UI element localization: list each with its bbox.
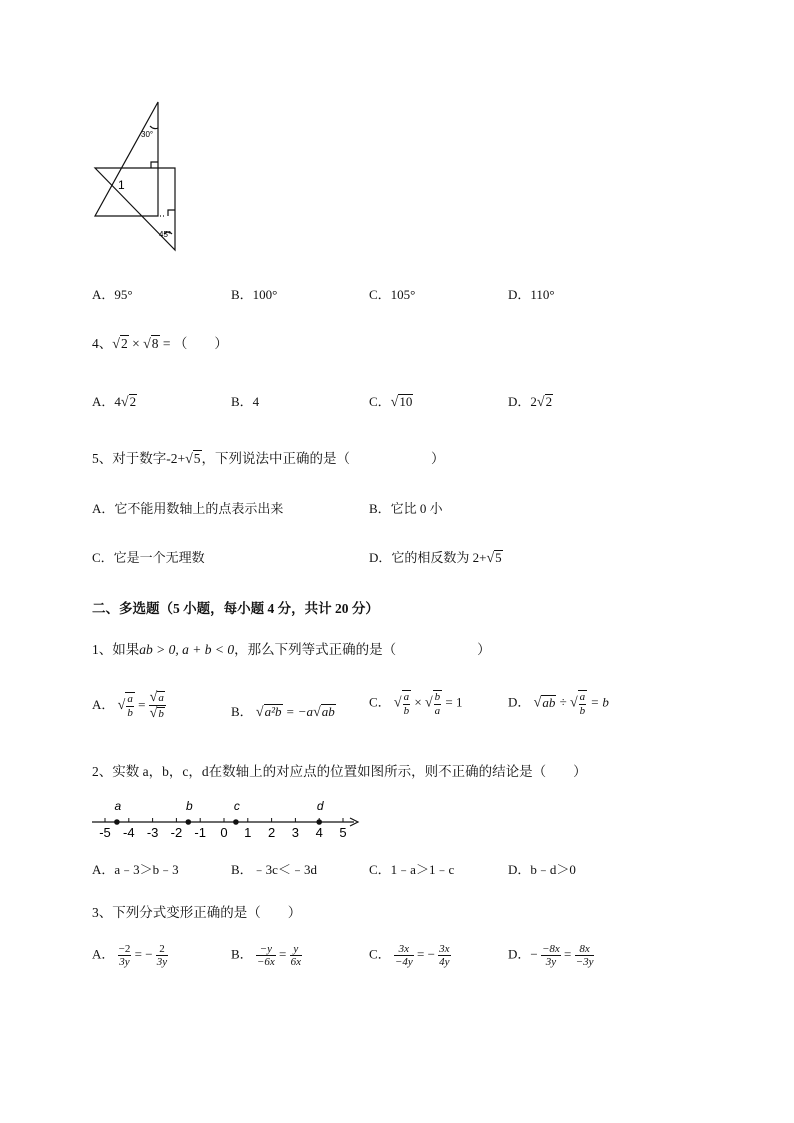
q4-option-a[interactable] bbox=[92, 391, 137, 411]
m3-a-frac2 bbox=[156, 943, 168, 968]
m2-stem: 2、实数 a，b，c，d在数轴上的对应点的位置如图所示，则不正确的结论是（ ） bbox=[92, 764, 587, 779]
tick-label--2: -2 bbox=[170, 825, 183, 840]
triangle-30 bbox=[95, 102, 158, 216]
section-title-multiple-choice: 二、多选题（5 小题，每小题 4 分，共计 20 分） bbox=[92, 601, 379, 616]
sqrt-icon: √ bbox=[112, 337, 120, 352]
q3-option-b[interactable]: B．100° bbox=[231, 287, 278, 302]
tick-label-0: 0 bbox=[220, 825, 228, 840]
q3-option-a[interactable]: A．95° bbox=[92, 287, 133, 302]
num: 3x bbox=[398, 943, 410, 955]
sqrt-icon: √ bbox=[313, 705, 321, 720]
q4-radicand-2: 8 bbox=[151, 336, 159, 351]
den: b bbox=[579, 704, 586, 717]
m1-option-a[interactable] bbox=[92, 690, 166, 722]
sqrt-icon: √ bbox=[143, 337, 151, 352]
num: b bbox=[434, 691, 441, 703]
m1-d-frac bbox=[578, 690, 588, 717]
num: 3x bbox=[439, 943, 450, 955]
num: a bbox=[403, 691, 410, 703]
q4-option-c[interactable] bbox=[369, 391, 413, 411]
number-line bbox=[88, 792, 368, 842]
q5-option-b[interactable]: B．它比 0 小 bbox=[369, 501, 443, 516]
tick-label--1: -1 bbox=[194, 825, 206, 840]
label-1: 1 bbox=[118, 178, 125, 192]
q4-option-a-radicand: 2 bbox=[129, 394, 137, 409]
m1-b-radicand: a²b bbox=[264, 704, 282, 719]
q5-stem bbox=[92, 447, 445, 468]
m3-option-c[interactable] bbox=[369, 943, 451, 968]
m3-stem: 3、下列分式变形正确的是（ ） bbox=[92, 905, 302, 920]
sqrt-icon: √ bbox=[533, 695, 542, 711]
q4-radicand-1: 2 bbox=[120, 336, 128, 351]
den: 6x bbox=[290, 956, 301, 969]
m1-c-frac2 bbox=[433, 690, 443, 717]
m2-option-b[interactable]: B．﹣3c＜﹣3d bbox=[231, 862, 317, 877]
m1-c-label: C． bbox=[369, 694, 391, 710]
q5-option-d-text: D．它的相反数为 2+ bbox=[369, 550, 487, 565]
m1-option-c[interactable] bbox=[369, 690, 462, 717]
m1-d-eq: = b bbox=[590, 694, 609, 710]
den: b bbox=[403, 704, 410, 717]
m3-b-frac2 bbox=[290, 943, 302, 968]
q3-option-d[interactable]: D．110° bbox=[508, 287, 555, 302]
q3-option-c[interactable]: C．105° bbox=[369, 287, 416, 302]
m1-stem bbox=[92, 638, 491, 658]
sqrt-icon: √ bbox=[393, 695, 402, 711]
tick-label--4: -4 bbox=[123, 825, 135, 840]
den: a bbox=[434, 704, 441, 717]
m3-d-frac1 bbox=[541, 943, 561, 968]
q4-paren: （ ） bbox=[173, 336, 228, 351]
m3-c-frac1 bbox=[394, 943, 414, 968]
m1-a-frac1 bbox=[125, 692, 135, 719]
tick-label-5: 5 bbox=[339, 825, 347, 840]
num: a bbox=[579, 691, 586, 703]
tick-label-4: 4 bbox=[315, 825, 323, 840]
q4-option-c-radicand: 10 bbox=[399, 394, 413, 409]
m3-a-label: A． bbox=[92, 946, 115, 962]
m3-d-label: D．− bbox=[508, 946, 538, 962]
den: 3y bbox=[545, 956, 557, 969]
m1-c-times: × bbox=[414, 694, 422, 710]
q5-option-d-radicand: 5 bbox=[495, 550, 502, 565]
q4-option-c-label: C． bbox=[369, 394, 391, 409]
q5-text-pre: 5、对于数字-2+ bbox=[92, 451, 186, 466]
den: −4y bbox=[394, 956, 413, 969]
den: 4y bbox=[439, 956, 450, 969]
den: 3y bbox=[156, 956, 168, 969]
m1-a-frac2 bbox=[149, 690, 166, 722]
m1-a-label: A． bbox=[92, 696, 115, 712]
m1-condition: ab > 0, a + b < 0 bbox=[139, 642, 235, 657]
point-label-a: a bbox=[114, 799, 122, 813]
point-label-c: c bbox=[233, 799, 240, 813]
m1-b-eq: = −a bbox=[285, 704, 314, 719]
num: a bbox=[127, 693, 133, 706]
m1-d-radicand: ab bbox=[542, 694, 556, 710]
num: a bbox=[158, 692, 164, 704]
sqrt-icon: √ bbox=[390, 395, 399, 410]
sqrt-icon: √ bbox=[149, 706, 158, 722]
m2-option-d[interactable]: D．b﹣d＞0 bbox=[508, 862, 576, 877]
right-angle-mark-upper bbox=[151, 162, 158, 168]
num: −8x bbox=[541, 943, 560, 955]
m3-a-frac1 bbox=[118, 943, 132, 968]
m3-c-eq: = − bbox=[416, 946, 435, 962]
den: −6x bbox=[256, 956, 275, 969]
m1-d-div: ÷ bbox=[559, 694, 567, 710]
num: −2 bbox=[118, 943, 131, 955]
q5-text-post: ，下列说法中正确的是（ ） bbox=[201, 451, 445, 466]
q5-option-d[interactable] bbox=[369, 547, 503, 567]
angle-arc-30 bbox=[150, 126, 158, 129]
label-45: 45° bbox=[159, 230, 172, 239]
q4-times: × bbox=[132, 336, 140, 351]
tick-label-1: 1 bbox=[244, 825, 252, 840]
m1-option-b[interactable] bbox=[231, 701, 336, 721]
right-angle-mark-lower bbox=[168, 210, 175, 216]
num: y bbox=[293, 943, 299, 955]
m1-suffix: ，那么下列等式正确的是（ ） bbox=[234, 642, 491, 657]
tick-label-2: 2 bbox=[267, 825, 276, 840]
den: b bbox=[127, 706, 133, 719]
m1-d-label: D． bbox=[508, 694, 531, 710]
sqrt-icon: √ bbox=[255, 705, 264, 720]
point-label-d: d bbox=[316, 799, 324, 813]
tick-label-3: 3 bbox=[291, 825, 300, 840]
m3-option-b[interactable] bbox=[231, 943, 302, 968]
num: 8x bbox=[579, 943, 590, 955]
tick-label--3: -3 bbox=[146, 825, 159, 840]
den: 3y bbox=[119, 956, 130, 969]
point-b bbox=[186, 819, 192, 825]
q4-equals: = bbox=[162, 336, 171, 351]
point-c bbox=[233, 819, 239, 825]
m3-option-a[interactable] bbox=[92, 943, 168, 968]
q4-option-a-label: A．4 bbox=[92, 394, 121, 409]
m3-b-label: B． bbox=[231, 946, 253, 962]
point-label-b: b bbox=[185, 799, 193, 813]
m3-d-eq: = bbox=[564, 946, 572, 962]
num: −y bbox=[259, 943, 272, 955]
q4-option-d-label: D．2 bbox=[508, 394, 537, 409]
m1-b-label: B． bbox=[231, 704, 253, 719]
sqrt-icon: √ bbox=[149, 690, 158, 705]
m3-a-eq: = − bbox=[134, 946, 153, 962]
q4-option-d[interactable] bbox=[508, 391, 553, 411]
q5-option-a[interactable]: A．它不能用数轴上的点表示出来 bbox=[92, 501, 284, 516]
m1-c-eq: = 1 bbox=[445, 694, 463, 710]
sqrt-icon: √ bbox=[185, 452, 193, 467]
tick-label--5: -5 bbox=[99, 825, 111, 840]
q5-radicand: 5 bbox=[193, 451, 201, 466]
label-30: 30° bbox=[141, 130, 154, 139]
q5-option-c[interactable]: C．它是一个无理数 bbox=[92, 550, 205, 565]
m3-option-d[interactable] bbox=[508, 943, 594, 968]
den: b bbox=[158, 708, 164, 721]
q4-option-b[interactable]: B．4 bbox=[231, 394, 260, 409]
sqrt-icon: √ bbox=[117, 697, 126, 713]
point-a bbox=[114, 819, 120, 825]
m1-c-frac1 bbox=[402, 690, 412, 717]
sqrt-icon: √ bbox=[569, 695, 578, 711]
sqrt-icon: √ bbox=[536, 395, 545, 410]
m3-c-label: C． bbox=[369, 946, 391, 962]
m1-b-radicand2: ab bbox=[321, 704, 335, 719]
sqrt-icon: √ bbox=[424, 695, 433, 711]
m3-c-frac2 bbox=[438, 943, 450, 968]
m3-b-frac1 bbox=[256, 943, 276, 968]
sqrt-icon: √ bbox=[486, 551, 495, 566]
q4-prefix: 4、 bbox=[92, 336, 113, 351]
m1-prefix: 1、如果 bbox=[92, 642, 140, 657]
den: −3y bbox=[575, 956, 594, 969]
point-d bbox=[316, 819, 322, 825]
q4-stem bbox=[92, 332, 228, 353]
sqrt-icon: √ bbox=[120, 395, 129, 410]
m3-d-frac2 bbox=[575, 943, 595, 968]
m2-option-a[interactable]: A．a﹣3＞b﹣3 bbox=[92, 862, 179, 877]
num: 2 bbox=[156, 943, 168, 956]
m3-b-eq: = bbox=[278, 946, 287, 962]
m1-a-eq: = bbox=[138, 696, 146, 712]
triangles-figure bbox=[88, 98, 188, 258]
m1-option-d[interactable] bbox=[508, 690, 609, 717]
q4-option-d-radicand: 2 bbox=[545, 394, 553, 409]
m2-option-c[interactable]: C．1﹣a＞1﹣c bbox=[369, 862, 455, 877]
